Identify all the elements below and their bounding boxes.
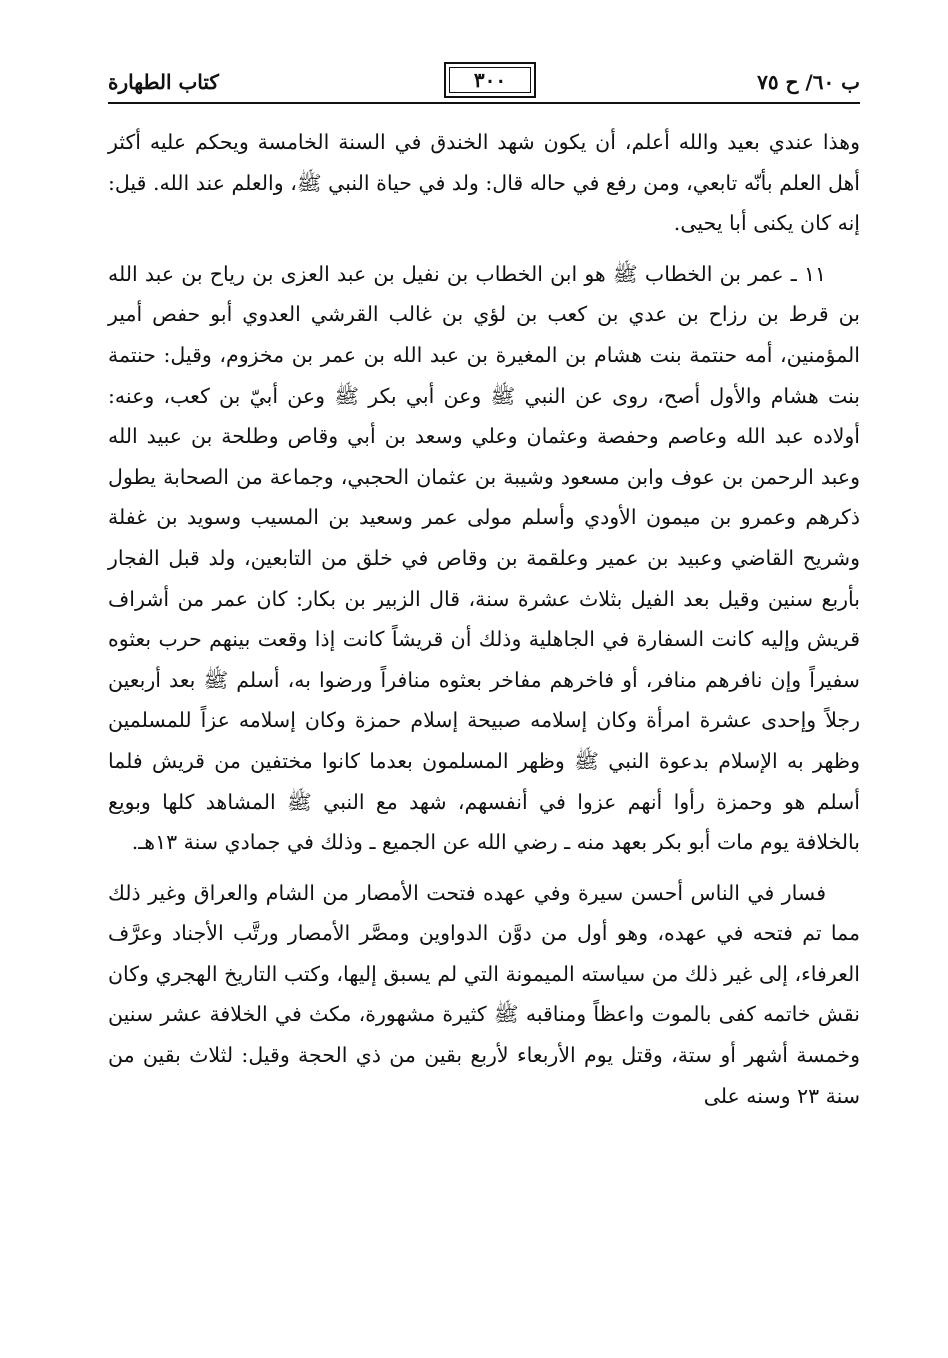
paragraph-1: وهذا عندي بعيد والله أعلم، أن يكون شهد الخندق في السنة الخامسة ويحكم عليه أكثر أهل العلم بأنّه تابعي، ومن رفع في حاله قال: ولد في حياة النبي ﷺ، والعلم عند الله. قيل: إنه كان يكنى أبا يحيى.: [108, 130, 860, 236]
body-text: [108, 122, 860, 1116]
page-number: ٣٠٠: [444, 62, 536, 98]
page-header: [108, 62, 860, 100]
book-title: كتاب الطهارة: [108, 70, 219, 94]
paragraph-2: ١١ ـ عمر بن الخطاب ﷺ هو ابن الخطاب بن نفيل بن عبد العزى بن رياح بن عبد الله بن قرط بن رزاح بن عدي بن كعب بن لؤي بن غالب القرشي العدوي أبو حفص أمير المؤمنين، أمه حنتمة بنت هشام بن المغيرة بن عبد الله بن عمر بن مخزوم، وقيل: حنتمة بنت هشام والأول أصح، روى عن النبي ﷺ وعن أبي بكر ﷺ وعن أبيّ بن كعب، وعنه: أولاده عبد الله وعاصم وحفصة وعثمان وعلي وسعد بن أبي وقاص وطلحة بن عبيد الله وعبد الرحمن بن عوف وابن مسعود وشيبة بن عثمان الحجبي، وجماعة من الصحابة يطول ذكرهم وعمرو بن ميمون الأودي وأسلم مولى عمر وسعيد بن المسيب وسويد بن غفلة وشريح القاضي وعبيد بن عمير وعلقمة بن وقاص في خلق من التابعين، ولد قبل الفجار بأربع سنين وقيل بعد الفيل بثلاث عشرة سنة، قال الزبير بن بكار: كان عمر من أشراف قريش وإليه كانت السفارة في الجاهلية وذلك أن قريشاً كانت إذا وقعت بينهم حرب بعثوه سفيراً وإن نافرهم منافر، أو فاخرهم مفاخر بعثوه منافراً ورضوا به، أسلم ﷺ بعد أربعين رجلاً وإحدى عشرة امرأة وكان إسلامه صبيحة إسلام حمزة وكان إسلامه عزاً للمسلمين وظهر به الإسلام بدعوة النبي ﷺ وظهر المسلمون بعدما كانوا مختفين من قريش فلما أسلم هو وحمزة رأوا أنهم عزوا في أنفسهم، شهد مع النبي ﷺ المشاهد كلها وبويع بالخلافة يوم مات أبو بكر بعهد منه ـ رضي الله عن الجميع ـ وذلك في جمادي سنة ١٣هـ.: [108, 261, 860, 855]
paragraph-gap: [108, 244, 860, 254]
hadith-reference: ب ٦٠/ ح ٧٥: [757, 70, 860, 94]
header-divider: [108, 102, 860, 104]
paragraph-3: فسار في الناس أحسن سيرة وفي عهده فتحت الأمصار من الشام والعراق وغير ذلك مما تم فتحه في عهده، وهو أول من دوَّن الدواوين ومصَّر الأمصار ورتَّب الأجناد وعرَّف العرفاء، إلى غير ذلك من سياسته الميمونة التي لم يسبق إليها، وكتب التاريخ الهجري وكان نقش خاتمه كفى بالموت واعظاً ومناقبه ﷺ كثيرة مشهورة، مكث في الخلافة عشر سنين وخمسة أشهر أو ستة، وقتل يوم الأربعاء لأربع بقين من ذي الحجة وقيل: لثلاث بقين من سنة ٢٣ وسنه على: [108, 880, 860, 1108]
paragraph-gap: [108, 863, 860, 873]
